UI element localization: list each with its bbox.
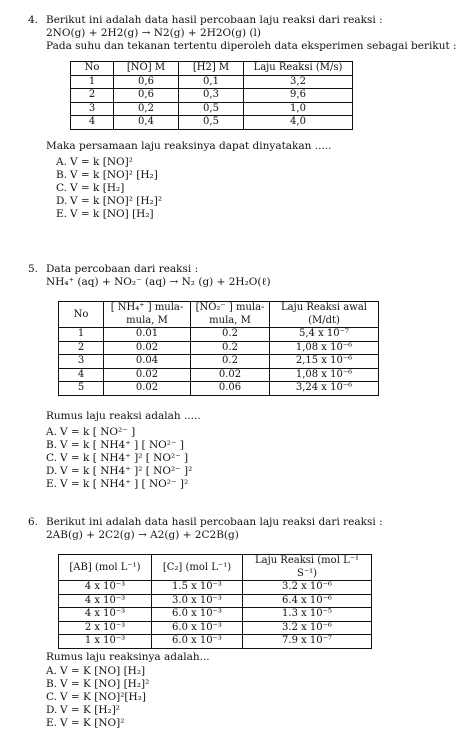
option-label: C. [46,690,57,703]
table-cell: 2 [71,89,114,103]
answer-option-e[interactable] [46,478,448,491]
option-label: D. [56,195,68,207]
answer-options [56,156,448,221]
table-cell: 0.2 [191,328,270,342]
option-text: V = K [NO] [H₂]² [60,677,150,690]
question-number: 4. [28,14,39,26]
question-intro: Berikut ini adalah data hasil percobaan laju reaksi dari reaksi : [46,14,383,26]
table-cell: 0,6 [114,75,179,89]
option-label: D. [46,703,58,716]
table-cell: 5 [59,382,104,396]
answer-option-d[interactable] [46,465,448,478]
option-text: V = K [NO]² [60,716,125,729]
table-cell: 1,0 [244,102,353,116]
option-text: V = k [ NH4⁺ ] [ NO²⁻ ] [60,438,184,451]
option-text: V = k [H₂] [70,182,125,194]
table-cell: 1.5 x 10⁻³ [152,581,243,595]
option-text: V = k [NO]² [H₂] [70,169,158,181]
table-cell: 1.3 x 10⁻⁵ [243,608,372,622]
table-row [59,581,372,595]
table-cell: 3 [71,102,114,116]
answer-option-a[interactable] [46,665,448,678]
table-cell: 1 [71,75,114,89]
table-row [71,75,353,89]
answer-options [46,426,448,491]
question-4 [28,14,457,221]
table-cell: 0.02 [104,368,191,382]
table-cell: 3 [59,355,104,369]
table-cell: 0,6 [114,89,179,103]
answer-option-c[interactable] [56,182,448,195]
table-cell: 0,1 [179,75,244,89]
table-cell: 3.0 x 10⁻³ [152,594,243,608]
answer-option-a[interactable] [56,156,448,169]
answer-option-d[interactable] [46,704,448,717]
data-table [58,554,372,649]
table-cell: 0,2 [114,102,179,116]
question-prompt: Rumus laju reaksi adalah ..... [46,409,201,422]
question-condition: Pada suhu dan tekanan tertentu diperoleh data eksperimen sebagai berikut : [46,40,457,53]
table-row [71,89,353,103]
table-cell: 4 [59,368,104,382]
table-header: Laju Reaksi awal (M/dt) [270,302,379,328]
table-cell: 1,08 x 10⁻⁶ [270,368,379,382]
table-cell: 0.2 [191,355,270,369]
table-cell: 2,15 x 10⁻⁶ [270,355,379,369]
option-text: V = k [ NH4⁺ ]² [ NO²⁻ ] [60,451,189,464]
table-row [59,608,372,622]
table-row [71,116,353,130]
table-row [59,355,379,369]
data-table [58,301,379,396]
table-cell: 1 [59,328,104,342]
table-row [59,635,372,649]
table-cell: 0,3 [179,89,244,103]
table-row [59,368,379,382]
table-header: [ NH₄⁺ ] mula-mula, M [104,302,191,328]
table-cell: 6.0 x 10⁻³ [152,608,243,622]
table-cell: 0,5 [179,102,244,116]
table-cell: 2 x 10⁻³ [59,621,152,635]
table-header: Laju Reaksi (mol L⁻¹ S⁻¹) [243,555,372,581]
question-intro: Data percobaan dari reaksi : [46,263,199,275]
option-text: V = k [ NO²⁻ ] [60,425,136,438]
table-cell: 0,5 [179,116,244,130]
option-label: B. [46,438,58,451]
answer-option-b[interactable] [46,439,448,452]
table-cell: 4 [71,116,114,130]
table-cell: 3.2 x 10⁻⁶ [243,621,372,635]
table-cell: 1,08 x 10⁻⁶ [270,341,379,355]
table-cell: 3.2 x 10⁻⁶ [243,581,372,595]
option-text: V = k [ NH4⁺ ] [ NO²⁻ ]² [60,477,189,490]
option-text: V = K [H₂]² [60,703,121,716]
table-row [59,621,372,635]
answer-option-a[interactable] [46,426,448,439]
option-label: C. [56,182,67,194]
table-cell: 6.0 x 10⁻³ [152,621,243,635]
answer-option-b[interactable] [46,678,448,691]
question-intro: Berikut ini adalah data hasil percobaan laju reaksi dari reaksi : [46,516,383,528]
answer-options [46,665,448,730]
table-cell: 9,6 [244,89,353,103]
table-cell: 4 x 10⁻³ [59,594,152,608]
option-label: D. [46,464,58,477]
option-label: A. [46,425,57,438]
option-label: B. [56,169,68,181]
answer-option-e[interactable] [56,208,448,221]
table-cell: 0.01 [104,328,191,342]
answer-option-c[interactable] [46,691,448,704]
question-5 [28,263,448,491]
table-cell: 0.04 [104,355,191,369]
table-cell: 0.02 [104,382,191,396]
question-number: 6. [28,516,39,528]
reaction-equation: 2NO(g) + 2H2(g) → N2(g) + 2H2O(g) (l) [46,27,261,40]
data-table [70,61,353,130]
table-cell: 3,2 [244,75,353,89]
option-label: B. [46,677,58,690]
option-label: A. [56,156,67,168]
option-text: V = K [NO]²[H₂] [60,690,146,703]
question-prompt: Rumus laju reaksinya adalah... [46,650,210,663]
table-cell: 0.2 [191,341,270,355]
table-header: [H2] M [179,62,244,76]
table-cell: 0.06 [191,382,270,396]
answer-option-e[interactable] [46,717,448,730]
table-row [59,382,379,396]
answer-option-b[interactable] [56,169,448,182]
option-text: V = k [NO]² [70,156,133,168]
table-header: No [71,62,114,76]
table-row [59,341,379,355]
table-cell: 4 x 10⁻³ [59,608,152,622]
table-cell: 0,4 [114,116,179,130]
table-cell: 6.0 x 10⁻³ [152,635,243,649]
question-6 [28,516,448,730]
answer-option-d[interactable] [56,195,448,208]
table-cell: 6.4 x 10⁻⁶ [243,594,372,608]
table-header: [NO₂⁻ ] mula-mula, M [191,302,270,328]
option-label: C. [46,451,57,464]
option-label: E. [56,208,68,220]
table-cell: 0.02 [191,368,270,382]
question-number: 5. [28,263,39,275]
table-cell: 1 x 10⁻³ [59,635,152,649]
option-text: V = k [NO]² [H₂]² [70,195,163,207]
option-text: V = K [NO] [H₂] [60,664,146,677]
table-row [71,102,353,116]
reaction-equation: 2AB(g) + 2C2(g) → A2(g) + 2C2B(g) [46,529,239,542]
table-header: Laju Reaksi (M/s) [244,62,353,76]
table-header: [NO] M [114,62,179,76]
question-prompt: Maka persamaan laju reaksinya dapat dinyatakan ..... [46,139,332,152]
option-text: V = k [NO] [H₂] [70,208,154,220]
option-label: E. [46,716,58,729]
table-cell: 5,4 x 10⁻⁷ [270,328,379,342]
table-header: No [59,302,104,328]
table-header: [C₂] (mol L⁻¹) [152,555,243,581]
table-cell: 7.9 x 10⁻⁷ [243,635,372,649]
answer-option-c[interactable] [46,452,448,465]
table-cell: 2 [59,341,104,355]
table-row [59,594,372,608]
table-cell: 3,24 x 10⁻⁶ [270,382,379,396]
table-cell: 4 x 10⁻³ [59,581,152,595]
option-label: A. [46,664,57,677]
reaction-equation: NH₄⁺ (aq) + NO₂⁻ (aq) → N₂ (g) + 2H₂O(ℓ) [46,276,271,289]
table-row [59,328,379,342]
table-header: [AB] (mol L⁻¹) [59,555,152,581]
option-label: E. [46,477,58,490]
table-cell: 0.02 [104,341,191,355]
option-text: V = k [ NH4⁺ ]² [ NO²⁻ ]² [60,464,193,477]
table-cell: 4,0 [244,116,353,130]
